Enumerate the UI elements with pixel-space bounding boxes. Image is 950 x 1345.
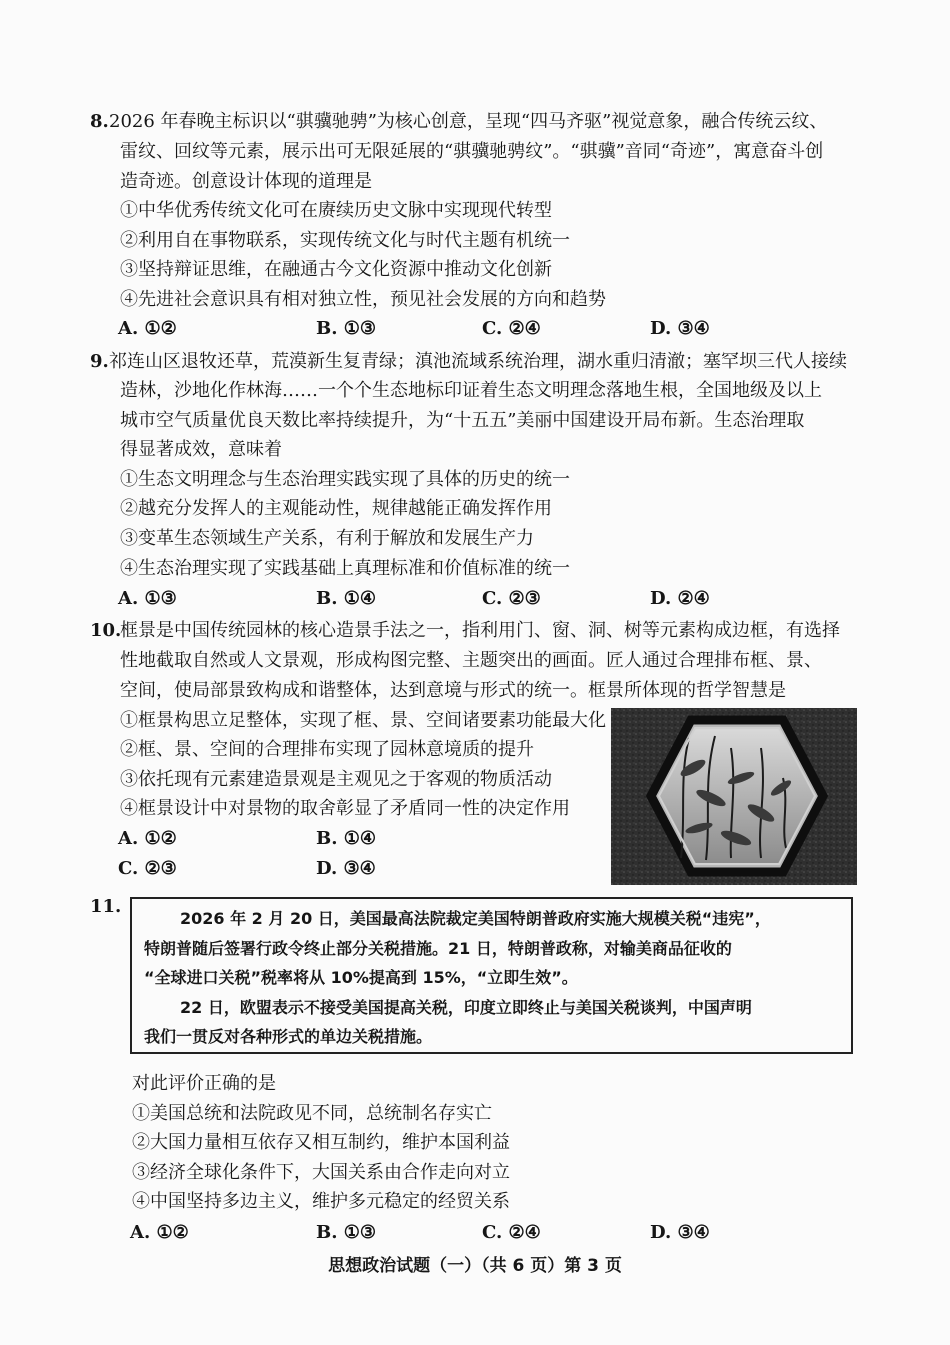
question-stem-line: 性地截取自然或人文景观，形成构图完整、主题突出的画面。匠人通过合理排布框、景、 bbox=[120, 650, 822, 671]
statement: ③坚持辩证思维，在融通古今文化资源中推动文化创新 bbox=[120, 259, 552, 280]
option-b: B. ①③ bbox=[316, 1222, 377, 1243]
question-stem-line: 雷纹、回纹等元素，展示出可无限延展的“骐骥驰骋纹”。“骐骥”音同“奇迹”，寓意奋斗创 bbox=[120, 141, 824, 162]
material-line: “全球进口关税”税率将从 10%提高到 15%，“立即生效”。 bbox=[144, 968, 578, 987]
question-number: 10. bbox=[90, 620, 122, 641]
material-line: 22 日，欧盟表示不接受美国提高关税，印度立即终止与美国关税谈判，中国声明 bbox=[180, 998, 752, 1017]
option-a: A. ①② bbox=[118, 828, 177, 849]
page-footer: 思想政治试题（一）（共 6 页）第 3 页 bbox=[328, 1256, 622, 1276]
option-b: B. ①④ bbox=[316, 828, 377, 849]
question-stem-line: 得显著成效，意味着 bbox=[120, 439, 282, 460]
statement: ②大国力量相互依存又相互制约，维护本国利益 bbox=[132, 1132, 510, 1153]
statement: ③变革生态领域生产关系，有利于解放和发展生产力 bbox=[120, 528, 534, 549]
option-d: D. ②④ bbox=[650, 588, 710, 609]
statement: ④生态治理实现了实践基础上真理标准和价值标准的统一 bbox=[120, 558, 570, 579]
material-box bbox=[130, 897, 853, 1054]
statement: ②越充分发挥人的主观能动性，规律越能正确发挥作用 bbox=[120, 498, 552, 519]
option-d: D. ③④ bbox=[650, 1222, 710, 1243]
material-line: 我们一贯反对各种形式的单边关税措施。 bbox=[144, 1027, 433, 1046]
statement: ③依托现有元素建造景观是主观见之于客观的物质活动 bbox=[120, 769, 552, 790]
statement: ④中国坚持多边主义，维护多元稳定的经贸关系 bbox=[132, 1191, 510, 1212]
option-a: A. ①② bbox=[130, 1222, 189, 1243]
option-c: C. ②③ bbox=[482, 588, 541, 609]
statement: ②框、景、空间的合理排布实现了园林意境质的提升 bbox=[120, 739, 534, 760]
question-stem-line: 祁连山区退牧还草，荒漠新生复青绿；滇池流域系统治理，湖水重归清澈；塞罕坝三代人接续 bbox=[109, 351, 847, 372]
option-b: B. ①④ bbox=[316, 588, 377, 609]
question-prompt: 对此评价正确的是 bbox=[132, 1073, 276, 1094]
option-b: B. ①③ bbox=[316, 318, 377, 339]
material-line: 2026 年 2 月 20 日，美国最高法院裁定美国特朗普政府实施大规模关税“违宪”， bbox=[180, 909, 771, 928]
statement: ①生态文明理念与生态治理实践实现了具体的历史的统一 bbox=[120, 469, 570, 490]
question-number: 8. bbox=[90, 111, 109, 132]
option-d: D. ③④ bbox=[650, 318, 710, 339]
option-d: D. ③④ bbox=[316, 858, 376, 879]
option-c: C. ②③ bbox=[118, 858, 177, 879]
question-stem-line: 造林，沙地化作林海……一个个生态地标印证着生态文明理念落地生根，全国地级及以上 bbox=[120, 380, 822, 401]
frame-view-photo bbox=[611, 708, 857, 885]
statement: ①框景构思立足整体，实现了框、景、空间诸要素功能最大化 bbox=[120, 710, 606, 731]
question-number: 9. bbox=[90, 351, 109, 372]
frame-view-illustration bbox=[611, 708, 857, 885]
option-c: C. ②④ bbox=[482, 318, 541, 339]
statement: ②利用自在事物联系，实现传统文化与时代主题有机统一 bbox=[120, 230, 570, 251]
statement: ③经济全球化条件下，大国关系由合作走向对立 bbox=[132, 1162, 510, 1183]
question-stem-line: 2026 年春晚主标识以“骐骥驰骋”为核心创意，呈现“四马齐驱”视觉意象，融合传统云纹、 bbox=[109, 111, 828, 132]
question-number: 11. bbox=[90, 896, 122, 917]
material-line: 特朗普随后签署行政令终止部分关税措施。21 日，特朗普政称，对输美商品征收的 bbox=[144, 939, 732, 958]
question-stem-line: 造奇迹。创意设计体现的道理是 bbox=[120, 171, 372, 192]
question-stem-line: 城市空气质量优良天数比率持续提升，为“十五五”美丽中国建设开局布新。生态治理取 bbox=[120, 410, 805, 431]
question-stem-line: 空间，使局部景致构成和谐整体，达到意境与形式的统一。框景所体现的哲学智慧是 bbox=[120, 680, 786, 701]
statement: ④先进社会意识具有相对独立性，预见社会发展的方向和趋势 bbox=[120, 289, 606, 310]
statement: ①美国总统和法院政见不同，总统制名存实亡 bbox=[132, 1103, 492, 1124]
option-c: C. ②④ bbox=[482, 1222, 541, 1243]
option-a: A. ①② bbox=[118, 318, 177, 339]
statement: ④框景设计中对景物的取舍彰显了矛盾同一性的决定作用 bbox=[120, 798, 570, 819]
statement: ①中华优秀传统文化可在赓续历史文脉中实现现代转型 bbox=[120, 200, 552, 221]
option-a: A. ①③ bbox=[118, 588, 177, 609]
question-stem-line: 框景是中国传统园林的核心造景手法之一，指利用门、窗、洞、树等元素构成边框，有选择 bbox=[120, 620, 840, 641]
